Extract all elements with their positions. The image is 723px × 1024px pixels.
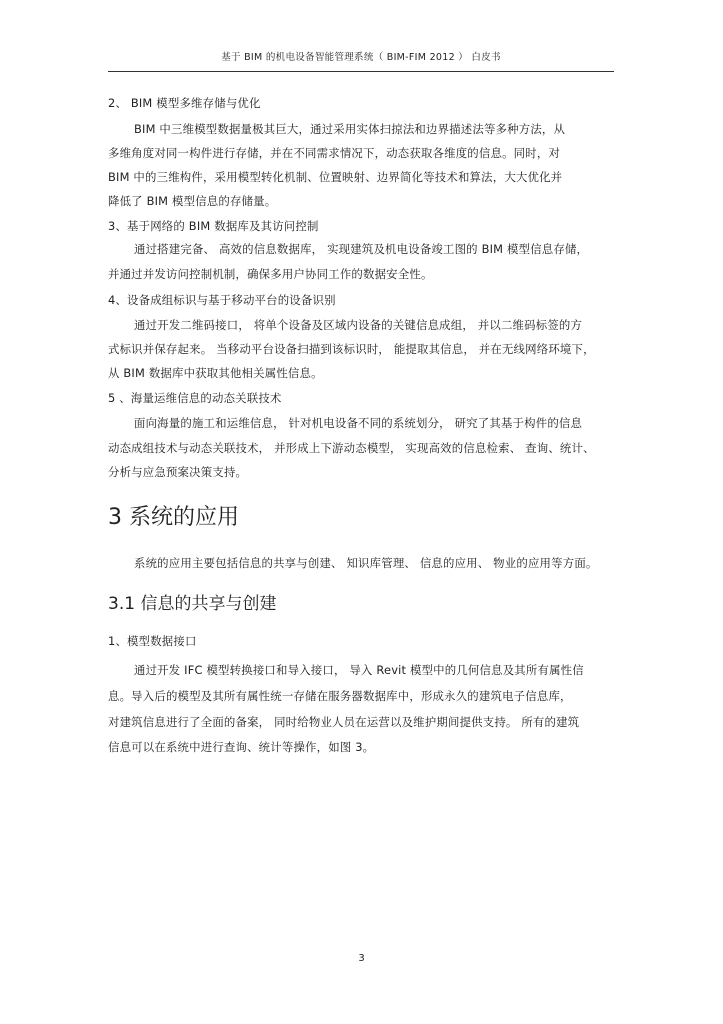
paragraph-line: BIM 中的三维构件，采用模型转化机制、位置映射、边界简化等技术和算法，大大优化并: [108, 170, 563, 184]
chapter-intro: 系统的应用主要包括信息的共享与创建、 知识库管理、 信息的应用、 物业的应用等方面。: [134, 556, 598, 570]
item-heading-1: 1、模型数据接口: [108, 634, 197, 648]
paragraph-line: 通过搭建完备、 高效的信息数据库， 实现建筑及机电设备竣工图的 BIM 模型信息存储，: [134, 242, 589, 256]
section-3-1-title: 3.1 信息的共享与创建: [108, 594, 277, 614]
paragraph-line: 通过开发二维码接口， 将单个设备及区域内设备的关键信息成组， 并以二维码标签的方: [134, 318, 583, 332]
paragraph-line: 式标识并保存起来。 当移动平台设备扫描到该标识时， 能提取其信息， 并在无线网络环境下，: [108, 342, 595, 356]
paragraph-line: 降低了 BIM 模型信息的存储量。: [108, 194, 277, 208]
paragraph-line: 动态成组技术与动态关联技术， 并形成上下游动态模型， 实现高效的信息检索、 查询、统计、: [108, 441, 595, 455]
chapter-3-title: 3 系统的应用: [108, 505, 239, 530]
paragraph-line: 息。导入后的模型及其所有属性统一存储在服务器数据库中，形成永久的建筑电子信息库，: [108, 689, 572, 703]
section-heading-3: 3、基于网络的 BIM 数据库及其访问控制: [108, 219, 319, 233]
paragraph-line: 并通过并发访问控制机制，确保多用户协同工作的数据安全性。: [108, 267, 433, 281]
header-text: 基于 BIM 的机电设备智能管理系统（ BIM-FIM 2012 ） 白皮书: [221, 52, 501, 63]
paragraph-line: BIM 中三维模型数据量极其巨大，通过采用实体扫掠法和边界描述法等多种方法，从: [134, 122, 566, 136]
paragraph-line: 从 BIM 数据库中获取其他相关属性信息。: [108, 366, 323, 380]
paragraph-line: 分析与应急预案决策支持。: [108, 465, 248, 479]
paragraph-line: 通过开发 IFC 模型转换接口和导入接口， 导入 Revit 模型中的几何信息及其所有属性信: [134, 663, 584, 677]
section-heading-5: 5 、海量运维信息的动态关联技术: [108, 391, 282, 405]
paragraph-line: 对建筑信息进行了全面的备案， 同时给物业人员在运营以及维护期间提供支持。 所有的建筑: [108, 715, 580, 729]
section-heading-4: 4、设备成组标识与基于移动平台的设备识别: [108, 293, 336, 307]
page-number: 3: [358, 953, 365, 964]
paragraph-line: 信息可以在系统中进行查询、统计等操作，如图 3。: [108, 740, 375, 754]
section-heading-2: 2、 BIM 模型多维存储与优化: [108, 96, 261, 110]
page-header: [108, 44, 614, 72]
paragraph-line: 面向海量的施工和运维信息， 针对机电设备不同的系统划分， 研究了其基于构件的信息: [134, 416, 583, 430]
paragraph-line: 多维角度对同一构件进行存储，并在不同需求情况下，动态获取各维度的信息。同时，对: [108, 146, 561, 160]
